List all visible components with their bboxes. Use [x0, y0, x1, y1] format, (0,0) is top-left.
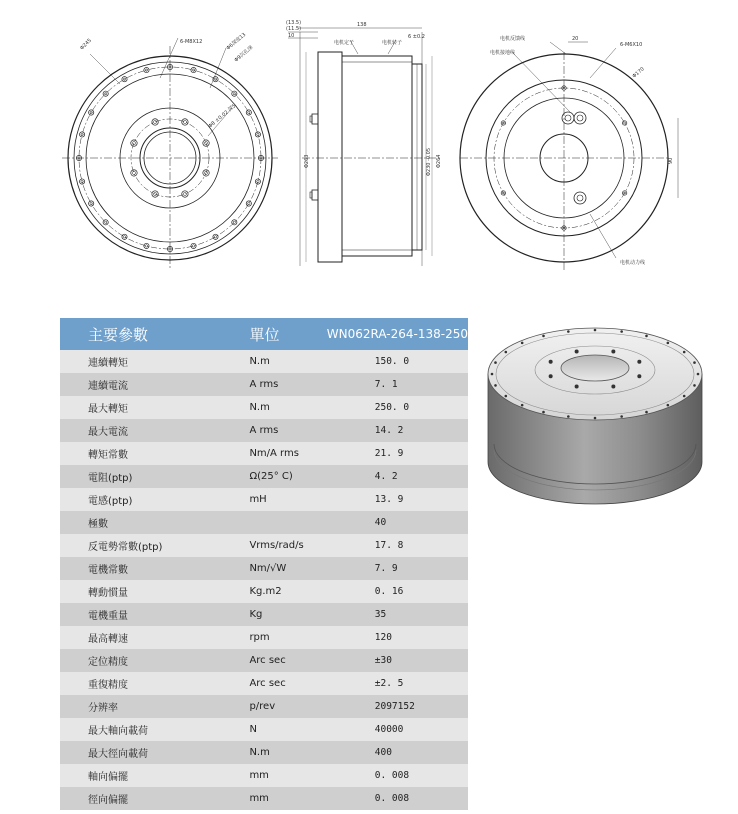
spec-table-body: [60, 350, 468, 810]
side-stator-label: 电机定子: [334, 40, 355, 46]
front-bolt-hole: [255, 132, 260, 137]
side-dim-10-label: 10: [288, 33, 295, 39]
spec-name: 最大轉矩: [60, 396, 203, 419]
front-inner-hole-inner: [132, 171, 135, 174]
front-inner-hole: [182, 119, 188, 125]
header-model: WN062RA-264-138-250: [327, 318, 468, 350]
spec-table-header: [60, 318, 468, 350]
side-dia-230-label: Φ230 -0.05: [426, 147, 432, 176]
front-bolt-hole-inner: [257, 133, 259, 135]
spec-value: ±2. 5: [327, 672, 468, 695]
render-outer-hole: [667, 342, 670, 345]
header-unit: 單位: [203, 318, 326, 350]
spec-value: 250. 0: [327, 396, 468, 419]
spec-value: 400: [327, 741, 468, 764]
spec-row: [60, 626, 468, 649]
spec-name: 電機常數: [60, 557, 203, 580]
front-depth-label: Φ6深度13: [225, 31, 248, 52]
spec-name: 軸向偏擺: [60, 764, 203, 787]
spec-row: [60, 373, 468, 396]
spec-value: 40: [327, 511, 468, 534]
spec-name: 最高轉速: [60, 626, 203, 649]
spec-row: [60, 465, 468, 488]
back-dia-170-label: Φ170: [631, 66, 646, 80]
spec-unit: Kg: [203, 603, 326, 626]
back-dim-20-label: 20: [572, 36, 579, 42]
render-outer-hole: [504, 395, 507, 398]
spec-value: 0. 008: [327, 787, 468, 810]
spec-row: [60, 419, 468, 442]
render-outer-hole: [542, 335, 545, 338]
spec-value: 7. 9: [327, 557, 468, 580]
spec-unit: N: [203, 718, 326, 741]
render-inner-hole: [637, 374, 641, 378]
front-bolt-hole-inner: [123, 236, 125, 238]
render-inner-hole: [611, 349, 615, 353]
render-outer-hole: [494, 384, 497, 387]
front-bolt-hole-inner: [248, 111, 250, 113]
front-bolt-hole: [213, 234, 218, 239]
front-bolt-hole-inner: [104, 221, 106, 223]
spec-name: 反電勢常數(ptp): [60, 534, 203, 557]
front-inner-hole: [131, 170, 137, 176]
spec-unit: p/rev: [203, 695, 326, 718]
spec-unit: A rms: [203, 419, 326, 442]
spec-row: [60, 350, 468, 373]
render-outer-hole: [667, 404, 670, 407]
render-outer-hole: [683, 351, 686, 354]
front-view-drawing: [62, 38, 278, 270]
front-bolt-hole: [191, 243, 196, 248]
spec-unit: rpm: [203, 626, 326, 649]
spec-row: [60, 649, 468, 672]
side-dia-263-label: Φ263: [304, 154, 310, 168]
render-outer-hole: [620, 415, 623, 418]
render-outer-hole: [620, 330, 623, 333]
spec-name: 最大電流: [60, 419, 203, 442]
spec-unit: N.m: [203, 350, 326, 373]
render-inner-hole: [611, 385, 615, 389]
spec-row: [60, 488, 468, 511]
spec-name: 轉矩常數: [60, 442, 203, 465]
spec-row: [60, 603, 468, 626]
front-dia-245-label: Φ245: [79, 37, 93, 52]
spec-value: 17. 8: [327, 534, 468, 557]
spec-unit: mH: [203, 488, 326, 511]
render-inner-hole: [549, 374, 553, 378]
render-inner-hole: [575, 349, 579, 353]
side-dim-138-label: 138: [357, 22, 367, 28]
render-outer-hole: [645, 411, 648, 414]
spec-name: 極數: [60, 511, 203, 534]
spec-row: [60, 511, 468, 534]
front-bolt-hole-inner: [248, 202, 250, 204]
render-outer-hole: [491, 373, 494, 376]
render-outer-hole: [504, 351, 507, 354]
back-bolt-hole-inner: [624, 122, 626, 124]
spec-name: 連續轉矩: [60, 350, 203, 373]
render-inner-hole: [575, 385, 579, 389]
front-bolt-hole: [246, 110, 251, 115]
front-bolt-hole: [255, 179, 260, 184]
spec-name: 徑向偏擺: [60, 787, 203, 810]
back-dim-90-label: 90: [668, 157, 674, 164]
spec-value: 0. 008: [327, 764, 468, 787]
spec-value: 40000: [327, 718, 468, 741]
spec-name: 重復精度: [60, 672, 203, 695]
render-outer-hole: [494, 361, 497, 364]
spec-unit: Kg.m2: [203, 580, 326, 603]
back-feedback-label: 电机反馈线: [500, 36, 526, 42]
spec-unit: Arc sec: [203, 672, 326, 695]
front-ref-hole-label: Φ8 ±0.02 深5: [207, 103, 238, 130]
render-outer-hole: [594, 417, 597, 420]
render-outer-hole: [693, 361, 696, 364]
spec-table: [60, 318, 468, 810]
spec-row: [60, 672, 468, 695]
spec-name: 定位精度: [60, 649, 203, 672]
spec-unit: mm: [203, 764, 326, 787]
front-bolt-hole-inner: [233, 221, 235, 223]
spec-name: 最大徑向載荷: [60, 741, 203, 764]
render-outer-hole: [542, 411, 545, 414]
spec-name: 最大軸向載荷: [60, 718, 203, 741]
render-outer-hole: [567, 330, 570, 333]
spec-unit: Vrms/rad/s: [203, 534, 326, 557]
spec-row: [60, 718, 468, 741]
back-bolt-hole: [622, 121, 626, 125]
spec-value: 13. 9: [327, 488, 468, 511]
spec-name: 電阻(ptp): [60, 465, 203, 488]
spec-value: 2097152: [327, 695, 468, 718]
front-counterbore-label: Φ9沉孔深: [233, 44, 255, 64]
render-outer-hole: [697, 373, 700, 376]
spec-name: 電機重量: [60, 603, 203, 626]
spec-unit: Arc sec: [203, 649, 326, 672]
render-inner-hole: [637, 360, 641, 364]
spec-value: ±30: [327, 649, 468, 672]
side-rotor-label: 电机转子: [382, 40, 403, 46]
front-bolt-hole: [232, 220, 237, 225]
front-bolt-hole-inner: [192, 245, 194, 247]
spec-name: 轉動慣量: [60, 580, 203, 603]
render-outer-hole: [521, 342, 524, 345]
back-ground-label: 电机接地线: [490, 50, 516, 56]
spec-row: [60, 787, 468, 810]
spec-unit: Ω(25° C): [203, 465, 326, 488]
spec-unit: mm: [203, 787, 326, 810]
front-bolt-hole: [103, 220, 108, 225]
spec-row: [60, 557, 468, 580]
spec-row: [60, 396, 468, 419]
render-outer-hole: [521, 404, 524, 407]
spec-row: [60, 580, 468, 603]
spec-unit: N.m: [203, 396, 326, 419]
spec-value: 0. 16: [327, 580, 468, 603]
render-outer-hole: [683, 395, 686, 398]
side-view-drawing: [288, 28, 440, 266]
spec-value: 21. 9: [327, 442, 468, 465]
render-outer-hole: [645, 335, 648, 338]
spec-unit: Nm/√W: [203, 557, 326, 580]
spec-row: [60, 764, 468, 787]
back-view-drawing: [460, 42, 678, 270]
render-outer-hole: [567, 415, 570, 418]
front-inner-hole-inner: [183, 120, 186, 123]
front-bolt-hole-inner: [233, 92, 235, 94]
render-outer-hole: [693, 384, 696, 387]
render-outer-hole: [594, 329, 597, 332]
spec-row: [60, 442, 468, 465]
spec-value: 35: [327, 603, 468, 626]
spec-value: 150. 0: [327, 350, 468, 373]
spec-row: [60, 741, 468, 764]
spec-name: 分辨率: [60, 695, 203, 718]
spec-value: 120: [327, 626, 468, 649]
spec-row: [60, 695, 468, 718]
spec-unit: A rms: [203, 373, 326, 396]
back-holes-label: 6-M6X10: [620, 42, 643, 48]
front-bolt-hole-inner: [214, 236, 216, 238]
spec-row: [60, 534, 468, 557]
side-dia-264-label: Φ264: [436, 154, 442, 168]
front-bolt-hole-inner: [214, 78, 216, 80]
spec-unit: [203, 511, 326, 534]
header-param: 主要參數: [60, 318, 203, 350]
render-inner-hole: [549, 360, 553, 364]
technical-drawings: [60, 18, 674, 278]
spec-value: 7. 1: [327, 373, 468, 396]
side-dim-115-label: (11.5): [286, 26, 302, 32]
spec-value: 4. 2: [327, 465, 468, 488]
front-bolt-hole: [122, 234, 127, 239]
front-bolt-hole: [144, 243, 149, 248]
motor-3d-render: [480, 312, 710, 512]
front-bolt-hole: [232, 91, 237, 96]
spec-unit: N.m: [203, 741, 326, 764]
spec-name: 連續電流: [60, 373, 203, 396]
spec-name: 電感(ptp): [60, 488, 203, 511]
front-holes-label: 6-M8X12: [180, 39, 203, 45]
spec-value: 14. 2: [327, 419, 468, 442]
spec-unit: Nm/A rms: [203, 442, 326, 465]
front-bolt-hole: [246, 201, 251, 206]
side-dim-135-label: (13.5): [286, 20, 302, 26]
side-dim-6-label: 6 ±0.2: [408, 34, 425, 40]
back-power-label: 电机动力线: [620, 260, 646, 266]
